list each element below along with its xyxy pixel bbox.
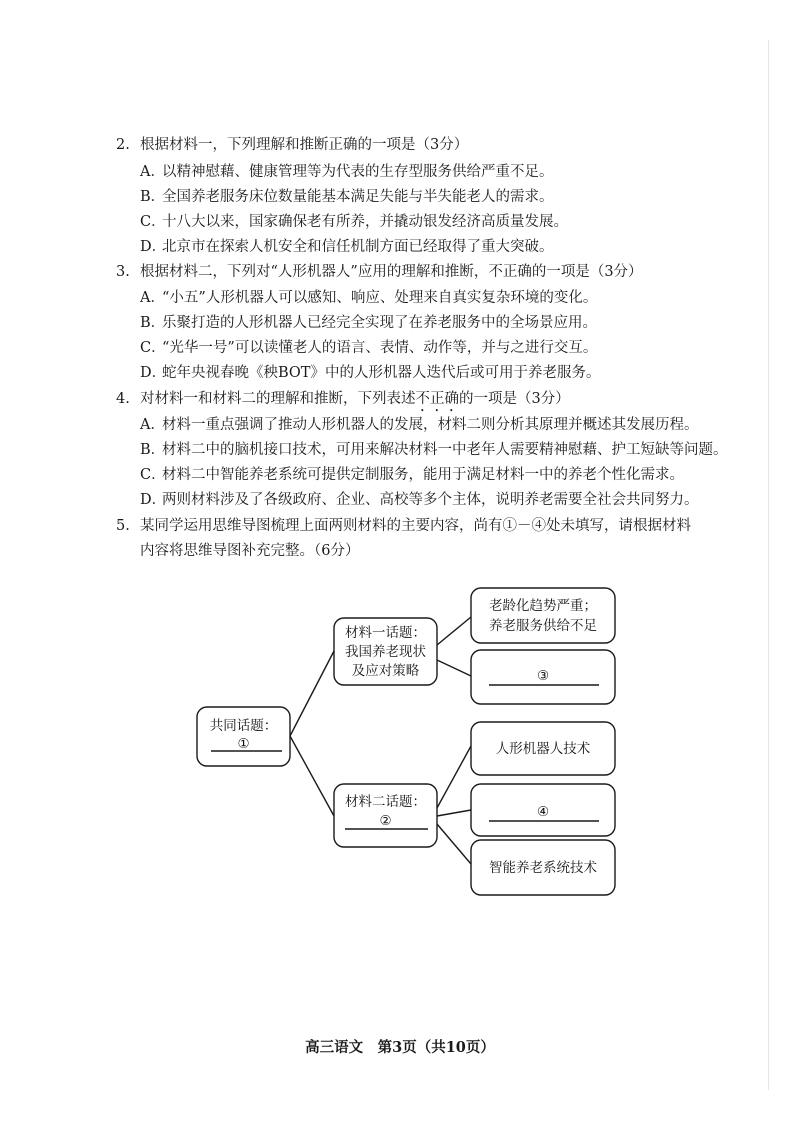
topic2-leaf1-label: 人形机器人技术 xyxy=(495,741,591,757)
question-text: 根据材料二，下列对“人形机器人”应用的理解和推断，不正确的一项是（3分） xyxy=(140,264,643,280)
connector-topic1-leaf1 xyxy=(437,617,471,645)
topic1-label: 材料一话题： xyxy=(345,625,426,641)
connector-topic2-leaf1 xyxy=(437,746,471,808)
option-letter: A． xyxy=(140,417,165,433)
topic2-leaf2-blank-number: ④ xyxy=(536,804,550,820)
topic2-label: 材料二话题： xyxy=(345,794,426,810)
question-number: 5. xyxy=(116,518,130,534)
option-letter: C． xyxy=(140,214,166,230)
option-text: 十八大以来，国家确保老有所养，并撬动银发经济高质量发展。 xyxy=(162,214,568,230)
option-letter: B． xyxy=(140,315,166,331)
question-number: 2. xyxy=(116,137,130,153)
option-letter: D． xyxy=(140,365,167,381)
option-text: 蛇年央视春晚《秧BOT》中的人形机器人迭代后或可用于养老服务。 xyxy=(162,365,601,381)
topic1-leaf1-line1: 老龄化趋势严重； xyxy=(489,598,597,614)
option-letter: A． xyxy=(140,164,165,180)
connector-root-topic2 xyxy=(290,736,334,816)
option-text: 材料二中的脑机接口技术，可用来解决材料一中老年人需要精神慰藉、护工短缺等问题。 xyxy=(162,442,728,458)
connector-topic2-leaf3 xyxy=(437,824,471,864)
option-letter: B． xyxy=(140,442,166,458)
option-text: 两则材料涉及了各级政府、企业、高校等多个主体，说明养老需要全社会共同努力。 xyxy=(162,492,699,508)
topic1-line2: 我国养老现状 xyxy=(345,644,426,660)
topic2-blank-number: ② xyxy=(379,813,392,829)
question-text: 根据材料一，下列理解和推断正确的一项是（3分） xyxy=(140,137,469,153)
question-text-tail: 的一项是（3分） xyxy=(459,391,570,407)
connector-topic2-leaf2 xyxy=(437,810,471,816)
option-text: 北京市在探索人机安全和信任机制方面已经取得了重大突破。 xyxy=(162,239,554,255)
question-text: 某同学运用思维导图梳理上面两则材料的主要内容，尚有①－④处未填写，请根据材料 xyxy=(140,518,691,534)
topic1-leaf2-blank-number: ③ xyxy=(536,668,550,684)
topic2-leaf3-label: 智能养老系统技术 xyxy=(489,860,597,876)
question-number: 4. xyxy=(116,391,130,407)
question-text: 内容将思维导图补充完整。（6分） xyxy=(140,543,360,559)
emphasized-text: 不正确 xyxy=(415,391,459,407)
topic1-leaf1-box xyxy=(471,588,615,643)
question-number: 3. xyxy=(116,264,130,280)
connector-topic1-leaf2 xyxy=(437,660,471,676)
root-node-blank-number: ① xyxy=(237,736,250,752)
option-text: 材料二中智能养老系统可提供定制服务，能用于满足材料一中的养老个性化需求。 xyxy=(162,467,684,483)
option-letter: D． xyxy=(140,239,167,255)
option-text: “光华一号”可以读懂老人的语言、表情、动作等，并与之进行交互。 xyxy=(162,340,598,356)
option-letter: A． xyxy=(140,290,165,306)
question-text: 对材料一和材料二的理解和推断，下列表述 xyxy=(140,391,416,407)
option-text: 以精神慰藉、健康管理等为代表的生存型服务供给严重不足。 xyxy=(162,164,554,180)
option-text: 乐聚打造的人形机器人已经完全实现了在养老服务中的全场景应用。 xyxy=(162,315,597,331)
option-text: “小五”人形机器人可以感知、响应、处理来自真实复杂环境的变化。 xyxy=(162,290,598,306)
option-letter: C． xyxy=(140,340,166,356)
option-text: 材料一重点强调了推动人形机器人的发展，材料二则分析其原理并概述其发展历程。 xyxy=(162,417,699,433)
option-letter: C． xyxy=(140,467,166,483)
option-text: 全国养老服务床位数量能基本满足失能与半失能老人的需求。 xyxy=(162,189,554,205)
topic1-leaf1-line2: 养老服务供给不足 xyxy=(489,618,597,634)
option-letter: B． xyxy=(140,189,166,205)
connector-root-topic1 xyxy=(290,651,334,736)
page-footer: 高三语文 第3页（共10页） xyxy=(305,1039,495,1056)
option-letter: D． xyxy=(140,492,167,508)
topic1-line3: 及应对策略 xyxy=(351,663,420,679)
root-node-label: 共同话题： xyxy=(209,718,278,734)
